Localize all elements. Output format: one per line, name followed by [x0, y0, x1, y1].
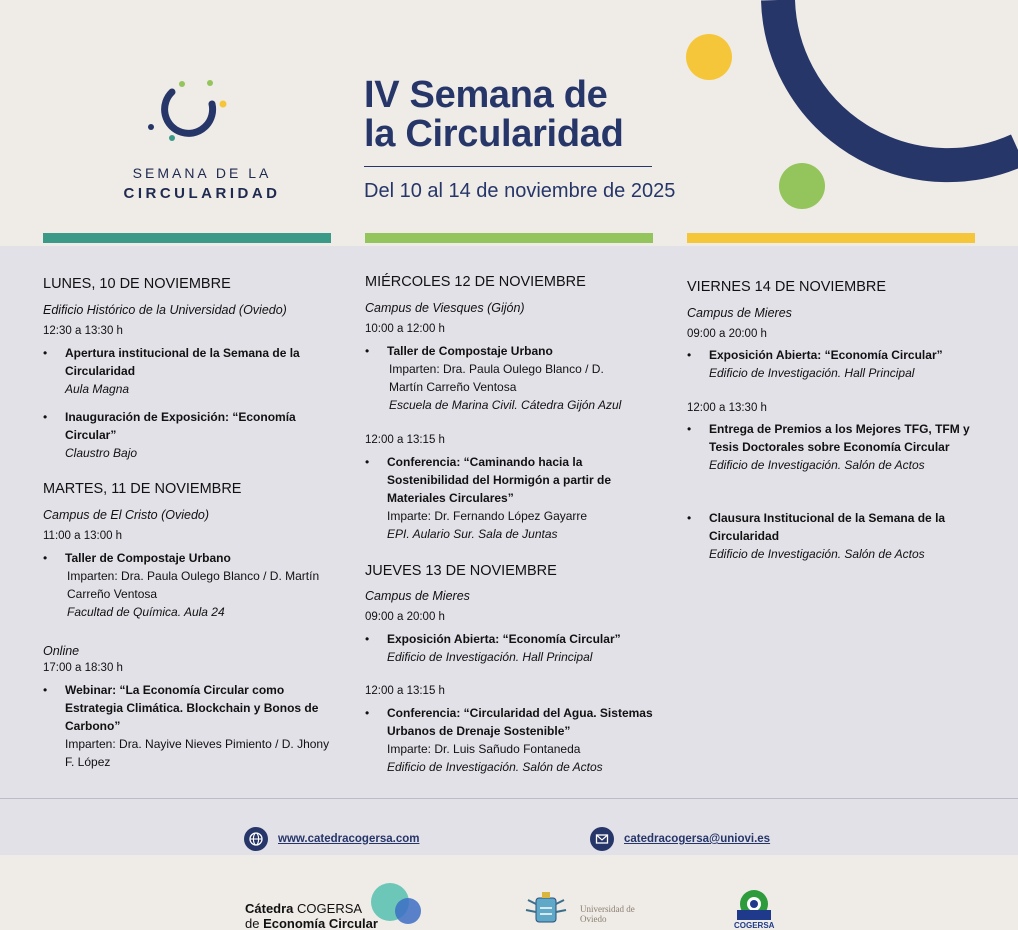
list-item — [687, 420, 977, 474]
email-contact[interactable] — [590, 827, 770, 851]
column-bar-yellow — [687, 233, 975, 243]
time-slot: 12:00 a 13:15 h — [365, 685, 445, 697]
catedra-circles-icon — [370, 882, 430, 930]
globe-icon — [244, 827, 268, 851]
list-item — [365, 630, 655, 666]
program-panel — [0, 246, 1018, 799]
venue: Campus de El Cristo (Oviedo) — [43, 508, 210, 522]
venue: Edificio Histórico de la Universidad (Oviedo) — [43, 303, 287, 317]
column-bar-teal — [43, 233, 331, 243]
item-title: Conferencia: “Caminando hacia la Sostenibilidad del Hormigón a partir de Materiales Circulares” — [387, 455, 612, 505]
item-speakers: Imparten: Dra. Nayive Nieves Pimiento / D. Jhony F. López — [65, 737, 330, 769]
university-name — [580, 904, 635, 924]
venue: Campus de Viesques (Gijón) — [365, 301, 525, 315]
catedra-de-word: de — [245, 916, 264, 930]
venue: Online — [43, 644, 80, 658]
item-location: Edificio de Investigación. Hall Principal — [387, 650, 593, 664]
bullet-icon: • — [687, 422, 692, 436]
item-title: Apertura institucional de la Semana de la Circularidad — [65, 346, 300, 378]
mail-icon — [590, 827, 614, 851]
sponsors-footer — [0, 855, 1018, 930]
item-title: Exposición Abierta: “Economía Circular” — [709, 348, 943, 362]
item-speakers: Imparte: Dr. Luis Sañudo Fontaneda — [387, 742, 581, 756]
item-location: EPI. Aulario Sur. Sala de Juntas — [387, 527, 558, 541]
catedra-cogersa-logo — [245, 901, 378, 930]
bullet-icon: • — [687, 348, 692, 362]
item-title: Exposición Abierta: “Economía Circular” — [387, 632, 621, 646]
page-title — [364, 76, 623, 154]
item-location: Escuela de Marina Civil. Cátedra Gijón Azul — [389, 398, 622, 412]
yellow-dot-decoration — [686, 34, 732, 80]
circularity-logo-icon — [144, 74, 234, 154]
item-location: Claustro Bajo — [65, 446, 138, 460]
header — [0, 0, 1018, 246]
list-item — [687, 346, 977, 382]
item-location: Facultad de Química. Aula 24 — [67, 605, 225, 619]
website-link[interactable]: www.catedracogersa.com — [278, 833, 420, 845]
time-slot: 12:00 a 13:15 h — [365, 434, 445, 446]
day-heading: MIÉRCOLES 12 DE NOVIEMBRE — [365, 274, 586, 290]
time-slot: 11:00 a 13:00 h — [43, 530, 123, 542]
list-item — [43, 681, 333, 771]
bullet-icon: • — [365, 706, 370, 720]
email-link[interactable]: catedracogersa@uniovi.es — [624, 833, 771, 845]
time-slot: 12:30 a 13:30 h — [43, 325, 123, 337]
catedra-economia-word: Economía Circular — [263, 916, 378, 930]
column-bar-green — [365, 233, 653, 243]
item-location: Edificio de Investigación. Salón de Actos — [709, 547, 925, 561]
bullet-icon: • — [365, 344, 370, 358]
item-title: Webinar: “La Economía Circular como Estrategia Climática. Blockchain y Bonos de Carbono” — [65, 683, 319, 733]
title-line2: la Circularidad — [364, 113, 624, 155]
catedra-cogersa-word: COGERSA — [293, 901, 363, 916]
title-divider — [364, 166, 652, 167]
green-dot-decoration — [779, 163, 825, 209]
bullet-icon: • — [43, 410, 48, 424]
day-heading: VIERNES 14 DE NOVIEMBRE — [687, 279, 887, 295]
list-item — [43, 549, 333, 621]
day-heading: MARTES, 11 DE NOVIEMBRE — [43, 481, 242, 497]
cogersa-logo-icon — [734, 888, 774, 922]
university-name-line2: Oviedo — [580, 914, 607, 924]
event-logo — [100, 74, 300, 204]
list-item — [43, 344, 333, 398]
day-heading: LUNES, 10 DE NOVIEMBRE — [43, 276, 231, 292]
venue: Campus de Mieres — [687, 306, 792, 320]
contact-bar — [0, 799, 1018, 855]
item-location: Edificio de Investigación. Salón de Actos — [709, 458, 925, 472]
day-heading: JUEVES 13 DE NOVIEMBRE — [365, 563, 557, 579]
bullet-icon: • — [43, 551, 48, 565]
bullet-icon: • — [365, 455, 370, 469]
item-title: Taller de Compostaje Urbano — [65, 551, 231, 565]
list-item — [365, 453, 655, 543]
list-item — [365, 704, 655, 776]
bullet-icon: • — [687, 511, 692, 525]
time-slot: 09:00 a 20:00 h — [687, 328, 767, 340]
time-slot: 12:00 a 13:30 h — [687, 402, 767, 414]
logo-text-line1: SEMANA DE LA — [132, 165, 272, 181]
university-crest-icon — [520, 890, 572, 930]
item-title: Clausura Institucional de la Semana de la Circularidad — [709, 511, 946, 543]
list-item — [43, 408, 333, 462]
time-slot: 17:00 a 18:30 h — [43, 662, 123, 674]
time-slot: 10:00 a 12:00 h — [365, 323, 445, 335]
item-location: Aula Magna — [65, 382, 130, 396]
item-title: Inauguración de Exposición: “Economía Circular” — [65, 410, 296, 442]
logo-text-line2: CIRCULARIDAD — [123, 185, 281, 202]
item-location: Edificio de Investigación. Hall Principal — [709, 366, 915, 380]
list-item — [687, 509, 977, 563]
university-name-line1: Universidad de — [580, 904, 635, 914]
item-title: Entrega de Premios a los Mejores TFG, TFM y Tesis Doctorales sobre Economía Circular — [709, 422, 970, 454]
item-title: Taller de Compostaje Urbano — [387, 344, 553, 358]
bullet-icon: • — [365, 632, 370, 646]
item-title: Conferencia: “Circularidad del Agua. Sistemas Urbanos de Drenaje Sostenible” — [387, 706, 653, 738]
bullet-icon: • — [43, 346, 48, 360]
title-line1: IV Semana de — [364, 74, 608, 116]
item-speakers: Imparten: Dra. Paula Oulego Blanco / D. Martín Carreño Ventosa — [389, 362, 604, 394]
navy-arc-decoration — [778, 0, 1018, 165]
venue: Campus de Mieres — [365, 589, 470, 603]
catedra-word: Cátedra — [245, 901, 294, 916]
bullet-icon: • — [43, 683, 48, 697]
item-speakers: Imparten: Dra. Paula Oulego Blanco / D. Martín Carreño Ventosa — [67, 569, 320, 601]
list-item — [365, 342, 655, 414]
website-contact[interactable] — [244, 827, 419, 851]
time-slot: 09:00 a 20:00 h — [365, 611, 445, 623]
cogersa-name: COGERSA — [734, 921, 775, 930]
item-location: Edificio de Investigación. Salón de Actos — [387, 760, 603, 774]
event-dates: Del 10 al 14 de noviembre de 2025 — [364, 180, 676, 202]
item-speakers: Imparte: Dr. Fernando López Gayarre — [387, 509, 588, 523]
